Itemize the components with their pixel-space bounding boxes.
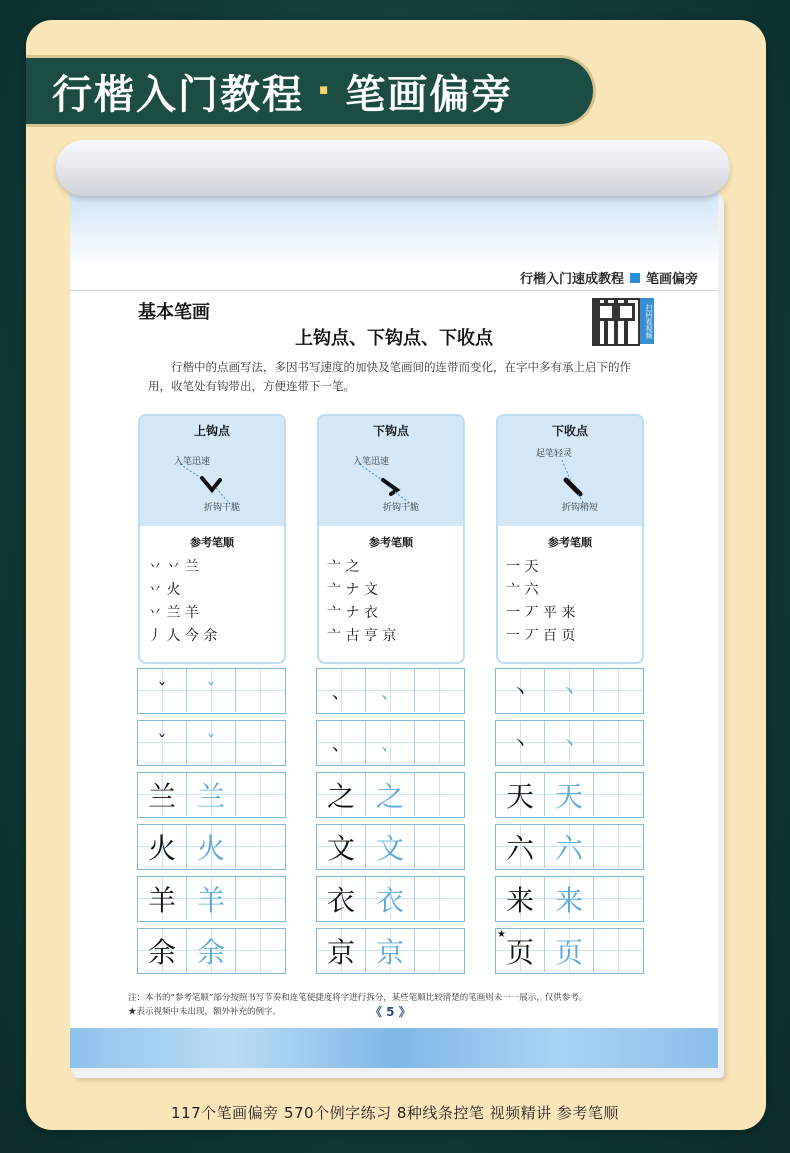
practice-row — [495, 772, 644, 818]
page-bottom-pattern — [70, 1028, 718, 1068]
ref-line: 丷 火 — [148, 582, 181, 598]
banner-title-left: 行楷入门教程 — [52, 71, 304, 118]
blank-cell[interactable] — [415, 929, 464, 972]
blank-cell[interactable] — [236, 773, 285, 816]
model-char: ˇ — [138, 721, 187, 764]
trace-char[interactable]: 六 — [545, 825, 594, 868]
model-char: ˇ — [138, 669, 187, 712]
feature-tagline: 117个笔画偏旁 570个例字练习 8种线条控笔 视频精讲 参考笔顺 — [171, 1104, 619, 1122]
blank-cell[interactable] — [236, 669, 285, 712]
blank-cell[interactable] — [594, 825, 643, 868]
ref-title: 参考笔顺 — [190, 536, 234, 549]
ref-title: 参考笔顺 — [369, 536, 413, 549]
page-number: 《 5 》 — [370, 1005, 411, 1019]
blank-cell[interactable] — [415, 825, 464, 868]
ref-line: 亠 之 — [327, 559, 360, 575]
ref-line: 丿 人 今 余 — [148, 628, 218, 644]
practice-grid-2 — [316, 668, 465, 974]
stroke-name: 下收点 — [551, 424, 588, 438]
qr-code-icon[interactable] — [592, 298, 640, 346]
trace-char[interactable]: ˇ — [187, 669, 236, 712]
ref-line: 一 丆 平 来 — [506, 605, 576, 621]
stroke-label-start: 入笔迅速 — [174, 457, 211, 467]
banner-title-right: 笔画偏旁 — [345, 71, 514, 118]
model-char: 来 — [496, 877, 545, 920]
trace-char[interactable]: 兰 — [187, 773, 236, 816]
blank-cell[interactable] — [236, 721, 285, 764]
blank-cell[interactable] — [594, 929, 643, 972]
stroke-label-end: 折钩稍短 — [562, 503, 599, 513]
qr-tag: 扫码看视频 — [640, 298, 654, 344]
stroke-name: 下钩点 — [372, 424, 409, 438]
model-char: 羊 — [138, 877, 187, 920]
practice-row — [495, 720, 644, 766]
notebook-page — [70, 188, 718, 1068]
page-title: 上钩点、下钩点、下收点 — [295, 328, 493, 349]
practice-row — [316, 824, 465, 870]
intro-paragraph: 行楷中的点画写法，多因书写速度的加快及笔画间的连带而变化，在字中多有承上启下的作用，收笔处有钩带出，方便连带下一笔。 — [148, 360, 631, 393]
blank-cell[interactable] — [415, 669, 464, 712]
model-char: 余 — [138, 929, 187, 972]
practice-row — [495, 876, 644, 922]
stroke-label-end: 折钩干脆 — [204, 503, 241, 513]
stroke-label-start: 入笔迅速 — [353, 457, 390, 467]
practice-row — [495, 824, 644, 870]
title-banner — [26, 55, 596, 127]
model-char: 兰 — [138, 773, 187, 816]
practice-grid-1 — [137, 668, 286, 974]
binding-roll — [56, 140, 730, 196]
trace-char[interactable]: 来 — [545, 877, 594, 920]
running-header — [520, 268, 698, 287]
ref-line: 亠 古 亨 京 — [327, 628, 397, 644]
practice-row — [137, 720, 286, 766]
trace-char[interactable]: 火 — [187, 825, 236, 868]
running-header-section: 笔画偏旁 — [645, 272, 698, 287]
blank-cell[interactable] — [594, 877, 643, 920]
model-char: 、 — [317, 669, 366, 712]
model-char: 、 — [317, 721, 366, 764]
blank-cell[interactable] — [594, 773, 643, 816]
ref-list — [148, 556, 217, 648]
card-header — [319, 416, 463, 526]
model-char-text: 页 — [505, 935, 534, 969]
ref-list — [327, 556, 396, 648]
model-char: 天 — [496, 773, 545, 816]
stroke-card-1 — [138, 414, 286, 664]
stroke-card-2 — [317, 414, 465, 664]
model-char: 丶 — [496, 721, 545, 764]
stroke-card-3 — [496, 414, 644, 664]
header-rule — [70, 290, 718, 291]
model-char: 火 — [138, 825, 187, 868]
practice-row — [495, 928, 644, 974]
ref-line: 亠 六 — [506, 582, 539, 598]
trace-char[interactable]: 羊 — [187, 877, 236, 920]
ref-line: 丷 丷 兰 — [148, 559, 199, 575]
model-char: 衣 — [317, 877, 366, 920]
banner-dot: · — [316, 68, 334, 114]
model-char: 六 — [496, 825, 545, 868]
star-icon: ★ — [497, 929, 506, 940]
ref-line: 亠 ナ 文 — [327, 582, 378, 598]
trace-char[interactable]: 、 — [366, 721, 415, 764]
practice-row — [137, 772, 286, 818]
blank-cell[interactable] — [415, 773, 464, 816]
ref-line: 亠 ナ 衣 — [327, 605, 378, 621]
stroke-label-end: 折钩干脆 — [383, 503, 420, 513]
section-title: 基本笔画 — [138, 302, 210, 323]
practice-row — [316, 772, 465, 818]
stroke-label-start: 起笔轻灵 — [536, 449, 573, 459]
practice-row — [316, 876, 465, 922]
footnote-line-2: ★表示视频中未出现，额外补充的例字。 — [128, 1007, 282, 1017]
trace-char[interactable]: 之 — [366, 773, 415, 816]
practice-row — [316, 720, 465, 766]
ref-list — [506, 556, 575, 648]
footnote-line-1: 注：本书的“参考笔顺”部分按照书写节奏和连笔便捷度将字进行拆分，某些笔顺比较清楚的笔画则未一一展示，仅供参考。 — [128, 993, 588, 1003]
practice-row — [137, 824, 286, 870]
model-char: 丶 — [496, 669, 545, 712]
ref-line: 一 丆 百 页 — [506, 628, 576, 644]
practice-grid-3 — [495, 668, 644, 974]
practice-row — [137, 928, 286, 974]
trace-char[interactable]: 页 — [545, 929, 594, 972]
card-header — [498, 416, 642, 526]
practice-row — [137, 668, 286, 714]
model-char: 京 — [317, 929, 366, 972]
blank-cell[interactable] — [415, 721, 464, 764]
blank-cell[interactable] — [236, 877, 285, 920]
trace-char[interactable]: ˇ — [187, 721, 236, 764]
trace-char[interactable]: 京 — [366, 929, 415, 972]
trace-char[interactable]: 天 — [545, 773, 594, 816]
blank-cell[interactable] — [236, 929, 285, 972]
ref-line: 一 天 — [506, 559, 539, 575]
square-icon — [630, 273, 640, 283]
trace-char[interactable]: 文 — [366, 825, 415, 868]
blank-cell[interactable] — [594, 721, 643, 764]
practice-row — [316, 668, 465, 714]
model-char: 之 — [317, 773, 366, 816]
trace-char[interactable]: 丶 — [545, 669, 594, 712]
trace-char[interactable]: 、 — [366, 669, 415, 712]
page-top-gradient — [70, 188, 718, 268]
trace-char[interactable]: 衣 — [366, 877, 415, 920]
blank-cell[interactable] — [236, 825, 285, 868]
practice-row — [137, 876, 286, 922]
trace-char[interactable]: 余 — [187, 929, 236, 972]
practice-row — [495, 668, 644, 714]
blank-cell[interactable] — [415, 877, 464, 920]
ref-title: 参考笔顺 — [548, 536, 592, 549]
practice-row — [316, 928, 465, 974]
stroke-name: 上钩点 — [193, 424, 230, 438]
ref-line: 丷 兰 羊 — [148, 605, 199, 621]
model-char — [496, 929, 545, 972]
blank-cell[interactable] — [594, 669, 643, 712]
card-header — [140, 416, 284, 526]
model-char: 文 — [317, 825, 366, 868]
running-header-book: 行楷入门速成教程 — [519, 272, 624, 287]
trace-char[interactable]: 丶 — [545, 721, 594, 764]
